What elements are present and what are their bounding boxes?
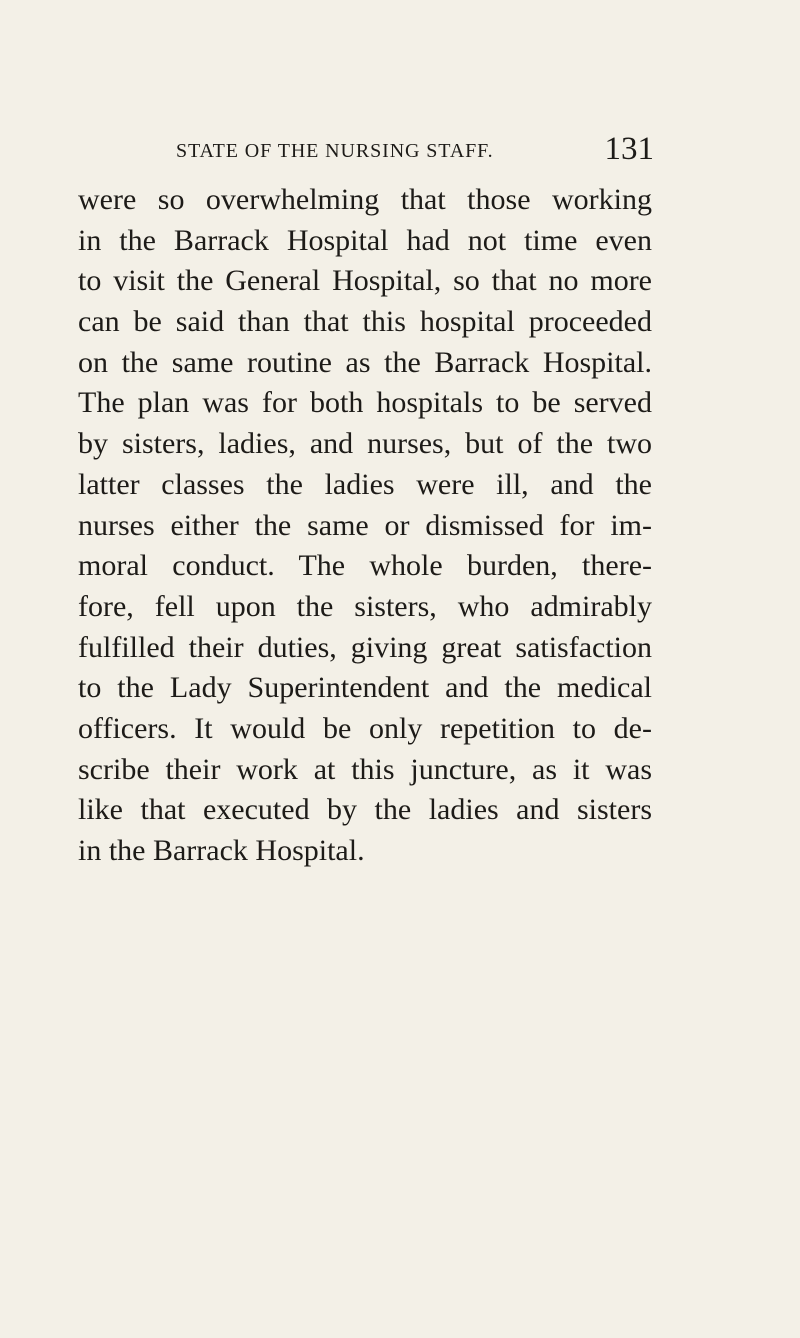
text-line: like that executed by the ladies and sisters bbox=[78, 793, 652, 827]
text-line: moral conduct. The whole burden, there- bbox=[78, 549, 652, 583]
text-line: fore, fell upon the sisters, who admirably bbox=[78, 589, 652, 623]
text-line: scribe their work at this juncture, as it was bbox=[78, 752, 652, 786]
text-line: in the Barrack Hospital. bbox=[78, 834, 365, 867]
text-line: latter classes the ladies were ill, and the bbox=[78, 467, 652, 501]
text-line: can be said than that this hospital proceeded bbox=[78, 305, 652, 339]
text-line: were so overwhelming that those working bbox=[78, 183, 652, 216]
text-line: by sisters, ladies, and nurses, but of the two bbox=[78, 427, 652, 461]
text-line: nurses either the same or dismissed for im- bbox=[78, 508, 652, 542]
running-title: STATE OF THE NURSING STAFF. bbox=[176, 140, 494, 162]
page-number: 131 bbox=[604, 131, 654, 167]
text-line: fulfilled their duties, giving great satisfaction bbox=[78, 630, 652, 664]
text-line: The plan was for both hospitals to be served bbox=[78, 386, 652, 420]
text-line: to the Lady Superintendent and the medical bbox=[78, 671, 652, 705]
running-head bbox=[176, 131, 654, 171]
text-line: on the same routine as the Barrack Hospital. bbox=[78, 345, 652, 379]
body-text bbox=[78, 180, 652, 872]
text-line: to visit the General Hospital, so that no more bbox=[78, 264, 652, 298]
text-line: officers. It would be only repetition to de- bbox=[78, 711, 652, 745]
text-line: in the Barrack Hospital had not time even bbox=[78, 223, 652, 257]
